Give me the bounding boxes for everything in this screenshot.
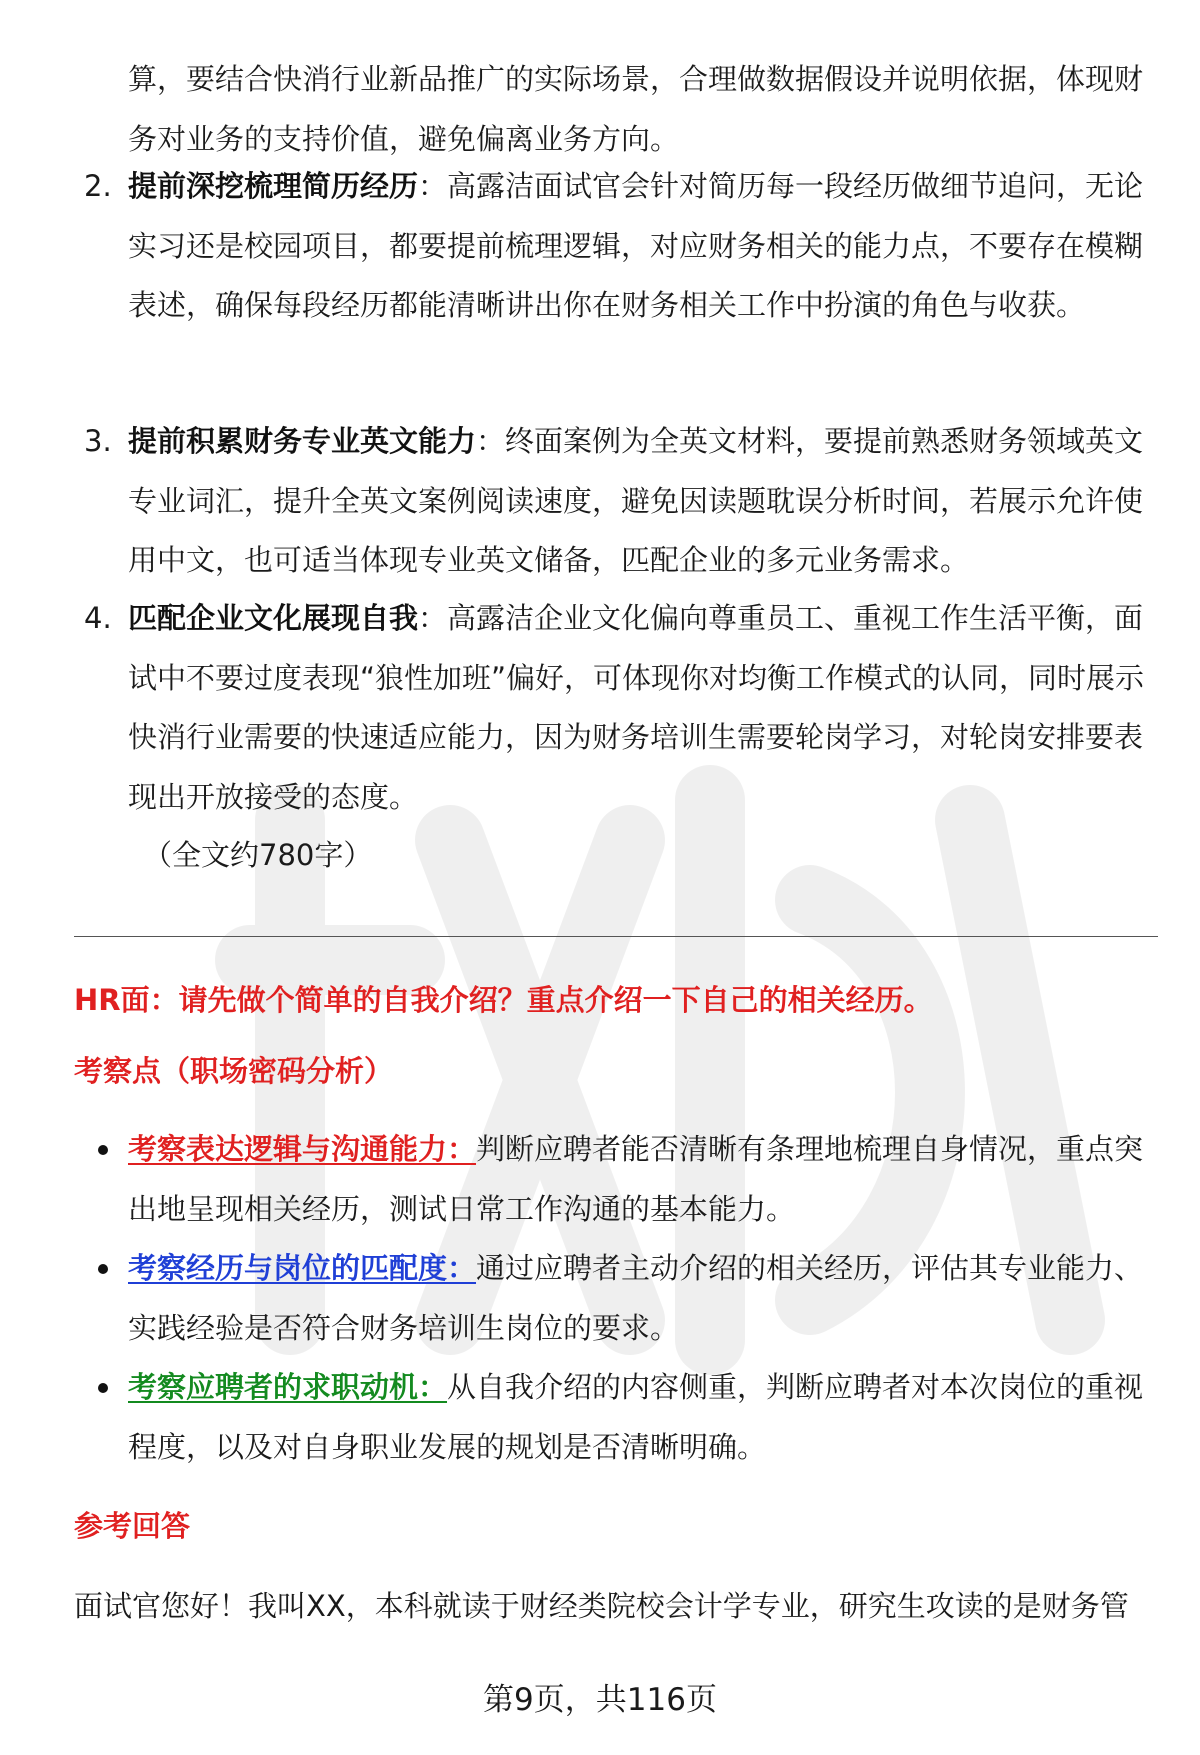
tip-body: ：高露洁面试官会针对简历每一段经历做细节追问，无论实习还是校园项目，都要提前梳理逻辑，对应财务相关的能力点，不要存在模糊表述，确保每段经历都能清晰讲出你在财务相关工作中扮演的角色与收获。 — [128, 169, 1144, 322]
tip-body: ：高露洁企业文化偏向尊重员工、重视工作生活平衡，面试中不要过度表现“狼性加班”偏好，可体现你对均衡工作模式的认同，同时展示快消行业需要的快速适应能力，因为财务培训生需要轮岗学习，对轮岗安排要表现出开放接受的态度。 — [128, 601, 1145, 814]
section-heading-focus: 考察点（职场密码分析） — [74, 1054, 394, 1088]
bullet-icon — [98, 1383, 108, 1393]
bullet-icon — [98, 1145, 108, 1155]
tip-title: 匹配企业文化展现自我 — [128, 601, 419, 635]
section-divider — [74, 936, 1158, 937]
section-heading-answer: 参考回答 — [74, 1509, 191, 1543]
focus-keyword: 考察表达逻辑与沟通能力： — [128, 1132, 477, 1166]
focus-keyword: 考察经历与岗位的匹配度： — [128, 1251, 477, 1285]
page-footer: 第9页，共116页 — [483, 1682, 717, 1718]
tip-title: 提前深挖梳理简历经历 — [128, 169, 419, 203]
focus-body: 判断应聘者能否清晰有条理地梳理自身情况，重点突出地呈现相关经历，测试日常工作沟通的基本能力。 — [128, 1132, 1144, 1226]
focus-body: 从自我介绍的内容侧重，判断应聘者对本次岗位的重视程度，以及对自身职业发展的规划是否清晰明确。 — [128, 1370, 1144, 1464]
word-count: （全文约780字） — [143, 838, 373, 872]
tip-text — [128, 157, 1148, 336]
tip-body: ：终面案例为全英文材料，要提前熟悉财务领域英文专业词汇，提升全英文案例阅读速度，避免因读题耽误分析时间，若展示允许使用中文，也可适当体现专业英文储备，匹配企业的多元业务需求。 — [128, 424, 1144, 577]
answer-text: 面试官您好！我叫XX，本科就读于财经类院校会计学专业，研究生攻读的是财务管 — [74, 1589, 1129, 1623]
tip-number: 2. — [84, 169, 112, 203]
interview-question: HR面：请先做个简单的自我介绍？重点介绍一下自己的相关经历。 — [74, 983, 933, 1017]
tip-number: 3. — [84, 424, 112, 458]
bullet-icon — [98, 1264, 108, 1274]
focus-text — [128, 1239, 1148, 1358]
focus-text — [128, 1358, 1148, 1477]
tip-number: 4. — [84, 601, 112, 635]
focus-text — [128, 1120, 1148, 1239]
intro-continuation: 算，要结合快消行业新品推广的实际场景，合理做数据假设并说明依据，体现财务对业务的支持价值，避免偏离业务方向。 — [128, 62, 1144, 156]
tip-text — [128, 589, 1148, 827]
tip-text — [128, 412, 1148, 591]
tip-title: 提前积累财务专业英文能力 — [128, 424, 477, 458]
focus-keyword: 考察应聘者的求职动机： — [128, 1370, 448, 1404]
focus-body: 通过应聘者主动介绍的相关经历，评估其专业能力、实践经验是否符合财务培训生岗位的要求。 — [128, 1251, 1144, 1345]
